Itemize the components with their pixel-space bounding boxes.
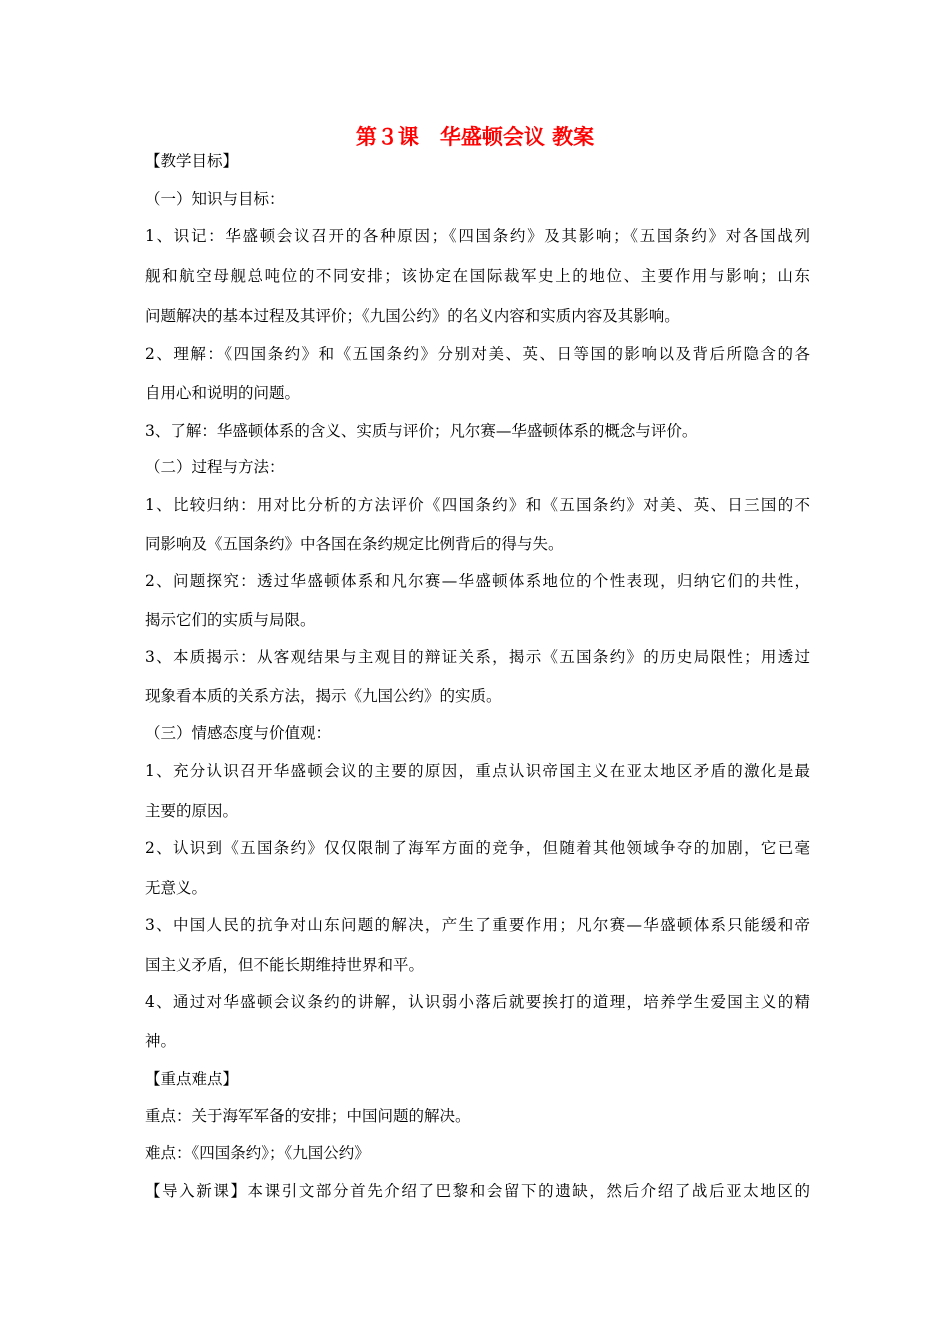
- paragraph-line: 舰和航空母舰总吨位的不同安排；该协定在国际裁军史上的地位、主要作用与影响；山东: [145, 267, 810, 285]
- subheading-knowledge: （一）知识与目标：: [145, 190, 285, 208]
- paragraph-line: 2、认识到《五国条约》仅仅限制了海军方面的竞争，但随着其他领域争夺的加剧，它已毫: [145, 839, 810, 857]
- paragraph-line: 1、比较归纳：用对比分析的方法评价《四国条约》和《五国条约》对美、英、日三国的不: [145, 496, 810, 514]
- paragraph-line: 3、本质揭示：从客观结果与主观目的辩证关系，揭示《五国条约》的历史局限性；用透过: [145, 648, 810, 666]
- paragraph-line: 无意义。: [145, 879, 208, 897]
- paragraph-line: 自用心和说明的问题。: [145, 384, 301, 402]
- paragraph-line: 2、理解：《四国条约》和《五国条约》分别对美、英、日等国的影响以及背后所隐含的各: [145, 345, 810, 363]
- paragraph-line: 同影响及《五国条约》中各国在条约规定比例背后的得与失。: [145, 535, 564, 553]
- paragraph-line: 问题解决的基本过程及其评价；《九国公约》的名义内容和实质内容及其影响。: [145, 307, 680, 325]
- paragraph-line: 揭示它们的实质与局限。: [145, 611, 316, 629]
- subheading-process: （二）过程与方法：: [145, 458, 285, 476]
- subheading-values: （三）情感态度与价值观：: [145, 724, 332, 742]
- paragraph-line: 主要的原因。: [145, 802, 239, 820]
- paragraph-line: 现象看本质的关系方法，揭示《九国公约》的实质。: [145, 687, 502, 705]
- paragraph-line: 重点：关于海军军备的安排；中国问题的解决。: [145, 1107, 471, 1125]
- paragraph-line: 国主义矛盾，但不能长期维持世界和平。: [145, 956, 425, 974]
- section-heading-objectives: 【教学目标】: [145, 152, 239, 170]
- paragraph-line: 神。: [145, 1032, 177, 1050]
- document-title: 第３课 华盛顿会议 教案: [355, 124, 595, 149]
- paragraph-line: 难点：《四国条约》；《九国公约》: [145, 1144, 370, 1162]
- paragraph-line: 4、通过对华盛顿会议条约的讲解，认识弱小落后就要挨打的道理，培养学生爱国主义的精: [145, 993, 810, 1011]
- paragraph-line: 2、问题探究：透过华盛顿体系和凡尔赛—华盛顿体系地位的个性表现，归纳它们的共性，: [145, 572, 810, 590]
- paragraph-line: 1、识记：华盛顿会议召开的各种原因；《四国条约》及其影响；《五国条约》对各国战列: [145, 227, 810, 245]
- paragraph-line: 3、中国人民的抗争对山东问题的解决，产生了重要作用；凡尔赛—华盛顿体系只能缓和帝: [145, 916, 810, 934]
- paragraph-line: 【导入新课】本课引文部分首先介绍了巴黎和会留下的遗缺，然后介绍了战后亚太地区的: [145, 1182, 810, 1200]
- paragraph-line: 3、了解：华盛顿体系的含义、实质与评价；凡尔赛—华盛顿体系的概念与评价。: [145, 422, 698, 440]
- section-heading-key-points: 【重点难点】: [145, 1070, 239, 1088]
- paragraph-line: 1、充分认识召开华盛顿会议的主要的原因，重点认识帝国主义在亚太地区矛盾的激化是最: [145, 762, 810, 780]
